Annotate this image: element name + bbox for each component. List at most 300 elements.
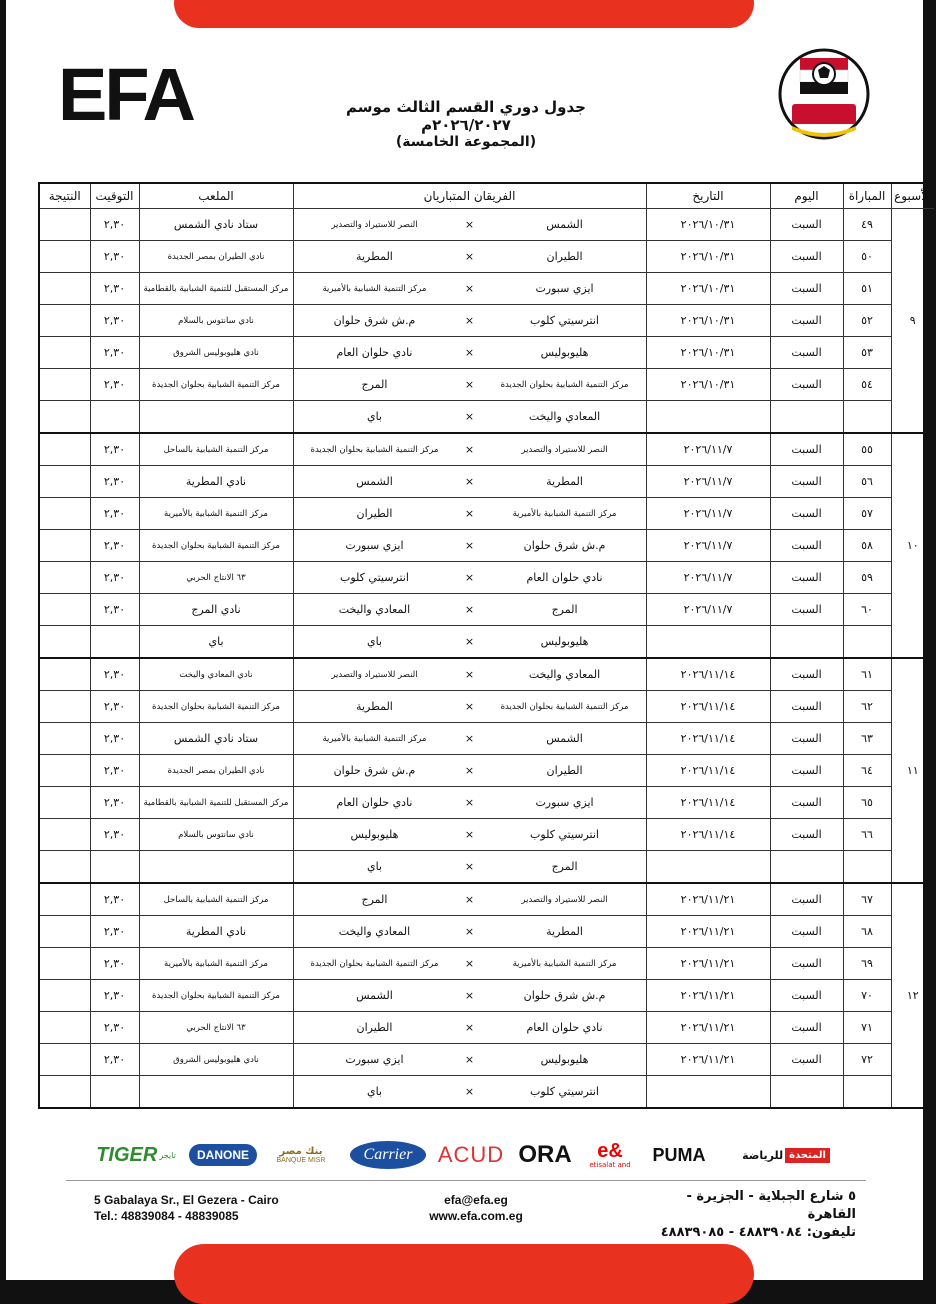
match-result [39, 1044, 90, 1076]
match-day: السبت [770, 658, 843, 691]
week-number: ١٠ [891, 433, 935, 658]
match-time [90, 626, 139, 659]
match-venue: باي [139, 626, 293, 659]
bottom-red-bar [174, 1244, 754, 1304]
match-date: ٢٠٢٦/١١/٧ [646, 433, 770, 466]
table-row [39, 401, 935, 434]
versus-mark: × [464, 828, 475, 842]
home-team: النصر للاستيراد والتصدير [521, 444, 608, 455]
match-venue: مركز التنمية الشبابية بالساحل [139, 433, 293, 466]
sponsor-etisalat: e& etisalat and [589, 1140, 631, 1169]
table-row [39, 819, 935, 851]
match-time [90, 1076, 139, 1109]
away-team: النصر للاستيراد والتصدير [331, 669, 418, 680]
match-result [39, 916, 90, 948]
match-number: ٥٤ [843, 369, 891, 401]
away-team: باي [366, 410, 382, 424]
match-time: ٢,٣٠ [90, 209, 139, 241]
match-day: السبت [770, 916, 843, 948]
versus-mark: × [464, 443, 475, 457]
match-number: ٧٠ [843, 980, 891, 1012]
match-day [770, 626, 843, 659]
away-team: نادي حلوان العام [336, 346, 413, 360]
match-time [90, 851, 139, 884]
match-venue: نادي المرج [139, 594, 293, 626]
home-team: انترسيتي كلوب [530, 314, 599, 328]
home-team: الطيران [546, 764, 583, 778]
match-time: ٢,٣٠ [90, 594, 139, 626]
teams-cell [293, 305, 646, 337]
match-venue: نادي المطرية [139, 466, 293, 498]
match-day: السبت [770, 787, 843, 819]
match-date: ٢٠٢٦/١٠/٣١ [646, 305, 770, 337]
teams-cell [293, 594, 646, 626]
match-number [843, 626, 891, 659]
match-date: ٢٠٢٦/١١/٢١ [646, 1012, 770, 1044]
match-venue: نادي سانتوس بالسلام [139, 305, 293, 337]
versus-mark: × [464, 314, 475, 328]
teams-cell [293, 819, 646, 851]
match-number: ٥٠ [843, 241, 891, 273]
match-result [39, 948, 90, 980]
versus-mark: × [464, 860, 475, 874]
versus-mark: × [464, 539, 475, 553]
table-row [39, 787, 935, 819]
table-row [39, 851, 935, 884]
match-time: ٢,٣٠ [90, 691, 139, 723]
match-number [843, 401, 891, 434]
table-header-row [39, 183, 935, 209]
match-date [646, 401, 770, 434]
match-date: ٢٠٢٦/١١/١٤ [646, 755, 770, 787]
footer-address-en [94, 1192, 279, 1224]
match-number: ٦١ [843, 658, 891, 691]
match-date: ٢٠٢٦/١١/١٤ [646, 819, 770, 851]
match-result [39, 851, 90, 884]
match-date: ٢٠٢٦/١١/١٤ [646, 691, 770, 723]
match-date: ٢٠٢٦/١١/١٤ [646, 723, 770, 755]
website-link[interactable]: www.efa.com.eg [429, 1209, 523, 1223]
match-date [646, 626, 770, 659]
away-team: هليوبوليس [350, 828, 399, 842]
table-row [39, 916, 935, 948]
teams-cell [293, 498, 646, 530]
match-day: السبت [770, 1012, 843, 1044]
match-date: ٢٠٢٦/١١/١٤ [646, 658, 770, 691]
match-result [39, 369, 90, 401]
home-team: ايزي سبورت [535, 796, 594, 810]
match-date: ٢٠٢٦/١١/٢١ [646, 883, 770, 916]
away-team: م.ش شرق حلوان [333, 764, 416, 778]
schedule-body [39, 209, 935, 1109]
match-date [646, 1076, 770, 1109]
table-row [39, 723, 935, 755]
teams-cell [293, 401, 646, 434]
sponsor-danone: DANONE [188, 1135, 258, 1175]
match-day: السبت [770, 466, 843, 498]
match-result [39, 658, 90, 691]
sponsor-ora: ORA [518, 1141, 572, 1168]
away-team: باي [366, 635, 382, 649]
sponsor-tiger: TIGER تايجر [96, 1143, 176, 1166]
versus-mark: × [464, 732, 475, 746]
match-venue: نادي الطيران بمصر الجديدة [139, 241, 293, 273]
week-number: ٩ [891, 209, 935, 434]
match-day: السبت [770, 883, 843, 916]
match-venue [139, 851, 293, 884]
home-team: م.ش شرق حلوان [523, 539, 606, 553]
match-result [39, 691, 90, 723]
versus-mark: × [464, 475, 475, 489]
home-team: مركز التنمية الشبابية بحلوان الجديدة [500, 701, 629, 712]
match-date: ٢٠٢٦/١٠/٣١ [646, 273, 770, 305]
match-day: السبت [770, 980, 843, 1012]
match-date: ٢٠٢٦/١١/٧ [646, 498, 770, 530]
table-row [39, 691, 935, 723]
email-link[interactable]: efa@efa.eg [444, 1193, 508, 1207]
match-date: ٢٠٢٦/١٠/٣١ [646, 369, 770, 401]
home-team: الشمس [546, 218, 583, 232]
away-team: المرج [361, 378, 388, 392]
match-venue [139, 1076, 293, 1109]
match-number: ٦٠ [843, 594, 891, 626]
match-time: ٢,٣٠ [90, 658, 139, 691]
versus-mark: × [464, 378, 475, 392]
match-result [39, 305, 90, 337]
away-team: ايزي سبورت [345, 1053, 404, 1067]
match-venue: نادي المعادي واليخت [139, 658, 293, 691]
versus-mark: × [464, 410, 475, 424]
match-time: ٢,٣٠ [90, 948, 139, 980]
match-number: ٦٧ [843, 883, 891, 916]
document-subtitle: (المجموعة الخامسة) [395, 134, 537, 150]
match-result [39, 819, 90, 851]
match-day: السبت [770, 498, 843, 530]
match-time: ٢,٣٠ [90, 980, 139, 1012]
efa-logo: EFA [58, 53, 193, 136]
home-team: انترسيتي كلوب [530, 1085, 599, 1099]
match-day: السبت [770, 723, 843, 755]
table-row [39, 273, 935, 305]
match-date: ٢٠٢٦/١١/٧ [646, 562, 770, 594]
sponsor-banque-misr: بنك مصر BANQUE MISR [276, 1146, 326, 1164]
match-day [770, 401, 843, 434]
home-team: الشمس [546, 732, 583, 746]
match-venue: نادي سانتوس بالسلام [139, 819, 293, 851]
teams-cell [293, 530, 646, 562]
match-result [39, 755, 90, 787]
footer-address-ar [646, 1188, 856, 1242]
match-day: السبت [770, 530, 843, 562]
match-date: ٢٠٢٦/١٠/٣١ [646, 241, 770, 273]
header-day: اليوم [770, 183, 843, 209]
table-row [39, 980, 935, 1012]
home-team: المعادي واليخت [528, 410, 601, 424]
match-result [39, 980, 90, 1012]
match-number: ٥٣ [843, 337, 891, 369]
tel-ar: تليفون: ٤٨٨٣٩٠٨٤ - ٤٨٨٣٩٠٨٥ [660, 1225, 856, 1240]
match-time: ٢,٣٠ [90, 916, 139, 948]
table-row [39, 883, 935, 916]
match-number: ٥٥ [843, 433, 891, 466]
sponsor-carrier: Carrier [346, 1135, 430, 1175]
match-venue: مركز التنمية الشبابية بالأميرية [139, 498, 293, 530]
match-number: ٦٩ [843, 948, 891, 980]
match-result [39, 498, 90, 530]
home-team: م.ش شرق حلوان [523, 989, 606, 1003]
match-day: السبت [770, 1044, 843, 1076]
versus-mark: × [464, 1021, 475, 1035]
match-time: ٢,٣٠ [90, 466, 139, 498]
away-team: المطرية [356, 250, 393, 264]
footer-contact [411, 1192, 541, 1224]
match-date: ٢٠٢٦/١١/١٤ [646, 787, 770, 819]
versus-mark: × [464, 282, 475, 296]
match-day: السبت [770, 369, 843, 401]
teams-cell [293, 1076, 646, 1109]
away-team: نادي حلوان العام [336, 796, 413, 810]
away-team: المرج [361, 893, 388, 907]
match-time: ٢,٣٠ [90, 562, 139, 594]
versus-mark: × [464, 989, 475, 1003]
match-day [770, 851, 843, 884]
match-result [39, 209, 90, 241]
match-date: ٢٠٢٦/١١/٢١ [646, 948, 770, 980]
away-team: باي [366, 1085, 382, 1099]
match-venue: مركز المستقبل للتنمية الشبابية بالقطامية [139, 273, 293, 305]
match-number: ٦٦ [843, 819, 891, 851]
match-venue: نادي هليوبوليس الشروق [139, 1044, 293, 1076]
header-teams: الفريقان المتباريان [293, 183, 646, 209]
match-venue [139, 401, 293, 434]
match-venue: مركز التنمية الشبابية بحلوان الجديدة [139, 691, 293, 723]
match-day: السبت [770, 305, 843, 337]
home-team: هليوبوليس [540, 635, 589, 649]
teams-cell [293, 948, 646, 980]
match-venue: مركز التنمية الشبابية بالأميرية [139, 948, 293, 980]
match-date: ٢٠٢٦/١١/٧ [646, 594, 770, 626]
versus-mark: × [464, 764, 475, 778]
match-venue: مركز التنمية الشبابية بحلوان الجديدة [139, 980, 293, 1012]
home-team: المرج [551, 603, 578, 617]
match-time: ٢,٣٠ [90, 433, 139, 466]
match-day: السبت [770, 819, 843, 851]
teams-cell [293, 980, 646, 1012]
home-team: ايزي سبورت [535, 282, 594, 296]
match-date: ٢٠٢٦/١١/٢١ [646, 916, 770, 948]
week-number: ١١ [891, 658, 935, 883]
document-title: جدول دوري القسم الثالث موسم ٢٠٢٦/٢٠٢٧م [346, 98, 586, 134]
table-row [39, 1076, 935, 1109]
table-row [39, 626, 935, 659]
versus-mark: × [464, 346, 475, 360]
home-team: هليوبوليس [540, 1053, 589, 1067]
teams-cell [293, 787, 646, 819]
home-team: مركز التنمية الشبابية بالأميرية [512, 508, 617, 519]
table-row [39, 948, 935, 980]
table-row [39, 337, 935, 369]
match-result [39, 273, 90, 305]
match-time [90, 401, 139, 434]
home-team: نادي حلوان العام [526, 571, 603, 585]
sponsor-puma: PUMA [652, 1144, 706, 1165]
match-time: ٢,٣٠ [90, 498, 139, 530]
teams-cell [293, 241, 646, 273]
match-result [39, 337, 90, 369]
away-team: مركز التنمية الشبابية بالأميرية [322, 283, 427, 294]
week-number: ١٢ [891, 883, 935, 1108]
match-time: ٢,٣٠ [90, 819, 139, 851]
match-result [39, 562, 90, 594]
match-venue: نادي هليوبوليس الشروق [139, 337, 293, 369]
match-day: السبت [770, 562, 843, 594]
home-team: انترسيتي كلوب [530, 828, 599, 842]
teams-cell [293, 658, 646, 691]
match-result [39, 433, 90, 466]
header-date: التاريخ [646, 183, 770, 209]
match-venue: ٦٣ الانتاج الحربي [139, 1012, 293, 1044]
away-team: باي [366, 860, 382, 874]
match-date: ٢٠٢٦/١٠/٣١ [646, 337, 770, 369]
match-number: ٥٩ [843, 562, 891, 594]
match-date: ٢٠٢٦/١١/٢١ [646, 980, 770, 1012]
header-match: المباراة [843, 183, 891, 209]
match-number: ٦٨ [843, 916, 891, 948]
away-team: الشمس [356, 989, 393, 1003]
match-venue: ستاد نادي الشمس [139, 209, 293, 241]
match-time: ٢,٣٠ [90, 787, 139, 819]
table-row [39, 530, 935, 562]
away-team: المطرية [356, 700, 393, 714]
match-venue: ستاد نادي الشمس [139, 723, 293, 755]
home-team: المطرية [546, 925, 583, 939]
versus-mark: × [464, 925, 475, 939]
match-result [39, 1012, 90, 1044]
match-venue: مركز المستقبل للتنمية الشبابية بالقطامية [139, 787, 293, 819]
versus-mark: × [464, 796, 475, 810]
teams-cell [293, 755, 646, 787]
versus-mark: × [464, 700, 475, 714]
top-red-bar [174, 0, 754, 28]
match-number [843, 851, 891, 884]
away-team: مركز التنمية الشبابية بحلوان الجديدة [310, 958, 439, 969]
match-result [39, 1076, 90, 1109]
match-result [39, 787, 90, 819]
home-team: المرج [551, 860, 578, 874]
match-number: ٥٦ [843, 466, 891, 498]
table-row [39, 241, 935, 273]
match-day: السبت [770, 241, 843, 273]
match-time: ٢,٣٠ [90, 241, 139, 273]
versus-mark: × [464, 218, 475, 232]
match-time: ٢,٣٠ [90, 369, 139, 401]
teams-cell [293, 337, 646, 369]
match-number: ٥٧ [843, 498, 891, 530]
table-row [39, 209, 935, 241]
header-venue: الملعب [139, 183, 293, 209]
header-time: التوقيت [90, 183, 139, 209]
schedule-table [38, 182, 936, 1109]
versus-mark: × [464, 1085, 475, 1099]
match-number: ٥٨ [843, 530, 891, 562]
match-result [39, 723, 90, 755]
table-row [39, 594, 935, 626]
away-team: م.ش شرق حلوان [333, 314, 416, 328]
teams-cell [293, 883, 646, 916]
match-number: ٥١ [843, 273, 891, 305]
address-ar: ٥ شارع الجبلاية - الجزيرة - القاهرة [686, 1189, 856, 1222]
footer-divider [66, 1180, 866, 1181]
table-row [39, 466, 935, 498]
home-team: المعادي واليخت [528, 668, 601, 682]
table-row [39, 1012, 935, 1044]
versus-mark: × [464, 668, 475, 682]
away-team: انترسيتي كلوب [339, 571, 409, 585]
match-time: ٢,٣٠ [90, 723, 139, 755]
match-result [39, 883, 90, 916]
teams-cell [293, 626, 646, 659]
address-en: 5 Gabalaya Sr., El Gezera - Cairo [94, 1193, 279, 1207]
away-team: المعادي واليخت [338, 603, 411, 617]
versus-mark: × [464, 571, 475, 585]
versus-mark: × [464, 250, 475, 264]
match-date: ٢٠٢٦/١١/٢١ [646, 1044, 770, 1076]
egyptian-fa-crest-icon [778, 48, 870, 140]
teams-cell [293, 1012, 646, 1044]
away-team: الشمس [356, 475, 393, 489]
match-date: ٢٠٢٦/١١/٧ [646, 466, 770, 498]
teams-cell [293, 1044, 646, 1076]
match-number: ٦٢ [843, 691, 891, 723]
match-result [39, 530, 90, 562]
match-number [843, 1076, 891, 1109]
match-day: السبت [770, 594, 843, 626]
versus-mark: × [464, 603, 475, 617]
table-row [39, 658, 935, 691]
versus-mark: × [464, 635, 475, 649]
home-team: مركز التنمية الشبابية بالأميرية [512, 958, 617, 969]
match-result [39, 401, 90, 434]
match-time: ٢,٣٠ [90, 755, 139, 787]
match-date: ٢٠٢٦/١٠/٣١ [646, 209, 770, 241]
match-time: ٢,٣٠ [90, 883, 139, 916]
match-day: السبت [770, 691, 843, 723]
teams-cell [293, 562, 646, 594]
match-venue: مركز التنمية الشبابية بحلوان الجديدة [139, 369, 293, 401]
match-day: السبت [770, 755, 843, 787]
header-result: النتيجة [39, 183, 90, 209]
match-date: ٢٠٢٦/١١/٧ [646, 530, 770, 562]
match-result [39, 241, 90, 273]
table-row [39, 433, 935, 466]
match-venue: مركز التنمية الشبابية بالساحل [139, 883, 293, 916]
match-result [39, 466, 90, 498]
table-row [39, 562, 935, 594]
versus-mark: × [464, 957, 475, 971]
match-day: السبت [770, 433, 843, 466]
table-row [39, 369, 935, 401]
match-day [770, 1076, 843, 1109]
away-team: الطيران [356, 1021, 393, 1035]
teams-cell [293, 369, 646, 401]
match-time: ٢,٣٠ [90, 530, 139, 562]
match-venue: نادي المطرية [139, 916, 293, 948]
table-row [39, 1044, 935, 1076]
match-day: السبت [770, 337, 843, 369]
match-number: ٧١ [843, 1012, 891, 1044]
teams-cell [293, 209, 646, 241]
match-time: ٢,٣٠ [90, 1012, 139, 1044]
